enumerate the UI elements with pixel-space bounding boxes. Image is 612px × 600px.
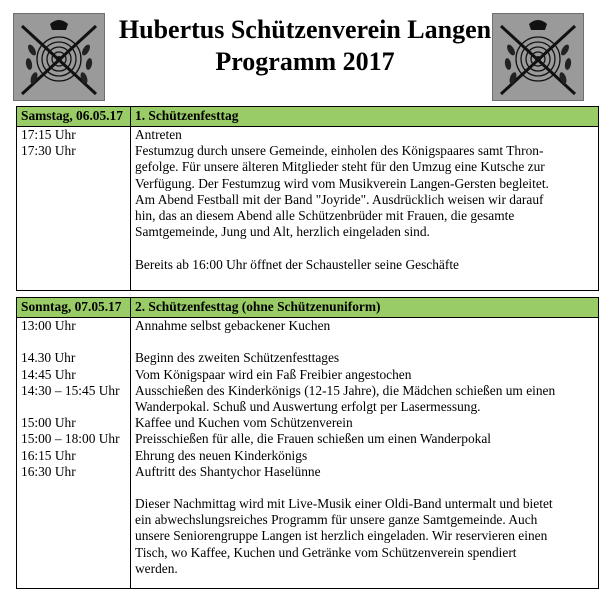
closing-line: Dieser Nachmittag wird mit Live-Musik einer Oldi-Band untermalt und bietet <box>135 496 553 512</box>
closing-line: ein abwechslungsreiches Programm für unsere ganze Samtgemeinde. Auch <box>135 512 538 528</box>
day1-date: Samstag, 06.05.17 <box>17 107 131 127</box>
paragraph-line: Verfügung. Der Festumzug wird vom Musikverein Langen-Gersten begleitet. <box>135 175 549 191</box>
entry-text: Ausschießen des Kinderkönigs (12-15 Jahre), die Mädchen schießen um einen <box>135 382 556 398</box>
time-cell: 15:00 Uhr <box>21 415 76 431</box>
time-cell: 14:30 – 15:45 Uhr <box>21 382 120 398</box>
entry-text: Auftritt des Shantychor Haselünne <box>135 463 321 479</box>
day2-body-row <box>17 318 599 589</box>
closing-line: unsere Seniorengruppe Langen ist herzlich eingeladen. Wir reservieren einen <box>135 528 548 544</box>
page-subtitle: Programm 2017 <box>215 47 395 76</box>
entry-text: Kaffee und Kuchen vom Schützenverein <box>135 415 353 431</box>
day2-title: 2. Schützenfesttag (ohne Schützenuniform) <box>131 298 599 318</box>
day2-date: Sonntag, 07.05.17 <box>17 298 131 318</box>
day1-title: 1. Schützenfesttag <box>131 107 599 127</box>
closing-line: werden. <box>135 560 178 576</box>
entry-text: Preisschießen für alle, die Frauen schießen um einen Wanderpokal <box>135 431 492 447</box>
entry-text: Ehrung des neuen Kinderkönigs <box>135 447 308 463</box>
page-title: Hubertus Schützenverein Langen <box>118 15 492 44</box>
time-cell: 16:30 Uhr <box>21 463 76 479</box>
entry-text: Antreten <box>135 127 182 142</box>
time-cell: 16:15 Uhr <box>21 447 76 463</box>
club-emblem-right <box>492 13 584 101</box>
entry-text: Vom Königspaar wird ein Faß Freibier angestochen <box>135 366 412 382</box>
entry-text: Annahme selbst gebackener Kuchen <box>135 318 331 333</box>
paragraph-line: Festumzug durch unsere Gemeinde, einholen des Königspaares samt Thron- <box>135 143 544 159</box>
time-cell: 14.30 Uhr <box>21 350 76 366</box>
paragraph-line: Am Abend Festball mit der Band "Joyride". Ausdrücklich weisen wir darauf <box>135 191 544 207</box>
target-emblem-icon <box>493 14 583 100</box>
closing-line: Tisch, wo Kaffee, Kuchen und Getränke vom Schützenverein spendiert <box>135 544 517 560</box>
time-cell: 14:45 Uhr <box>21 366 76 382</box>
program-table-day2 <box>16 297 599 589</box>
day2-header-row <box>17 298 599 318</box>
club-emblem-left <box>13 13 105 101</box>
time-cell: 15:00 – 18:00 Uhr <box>21 431 120 447</box>
day1-body-row <box>17 127 599 291</box>
time-cell: 17:15 Uhr <box>21 127 76 142</box>
time-cell: 13:00 Uhr <box>21 318 76 333</box>
program-table-day1 <box>16 106 599 291</box>
paragraph-line: Samtgemeinde, Jung und Alt, herzlich eingeladen sind. <box>135 224 430 240</box>
entry-text: Wanderpokal. Schuß und Auswertung erfolgt per Lasermessung. <box>135 398 481 414</box>
day1-header-row <box>17 107 599 127</box>
entry-text: Beginn des zweiten Schützenfesttages <box>135 350 340 366</box>
target-emblem-icon <box>14 14 104 100</box>
paragraph-line: gefolge. Für unsere älteren Mitglieder steht für den Umzug eine Kutsche zur <box>135 159 545 175</box>
day1-note: Bereits ab 16:00 Uhr öffnet der Schausteller seine Geschäfte <box>135 256 459 272</box>
time-cell: 17:30 Uhr <box>21 143 76 159</box>
paragraph-line: hin, das an diesem Abend alle Schützenbrüder mit Frauen, die gesamte <box>135 207 515 223</box>
